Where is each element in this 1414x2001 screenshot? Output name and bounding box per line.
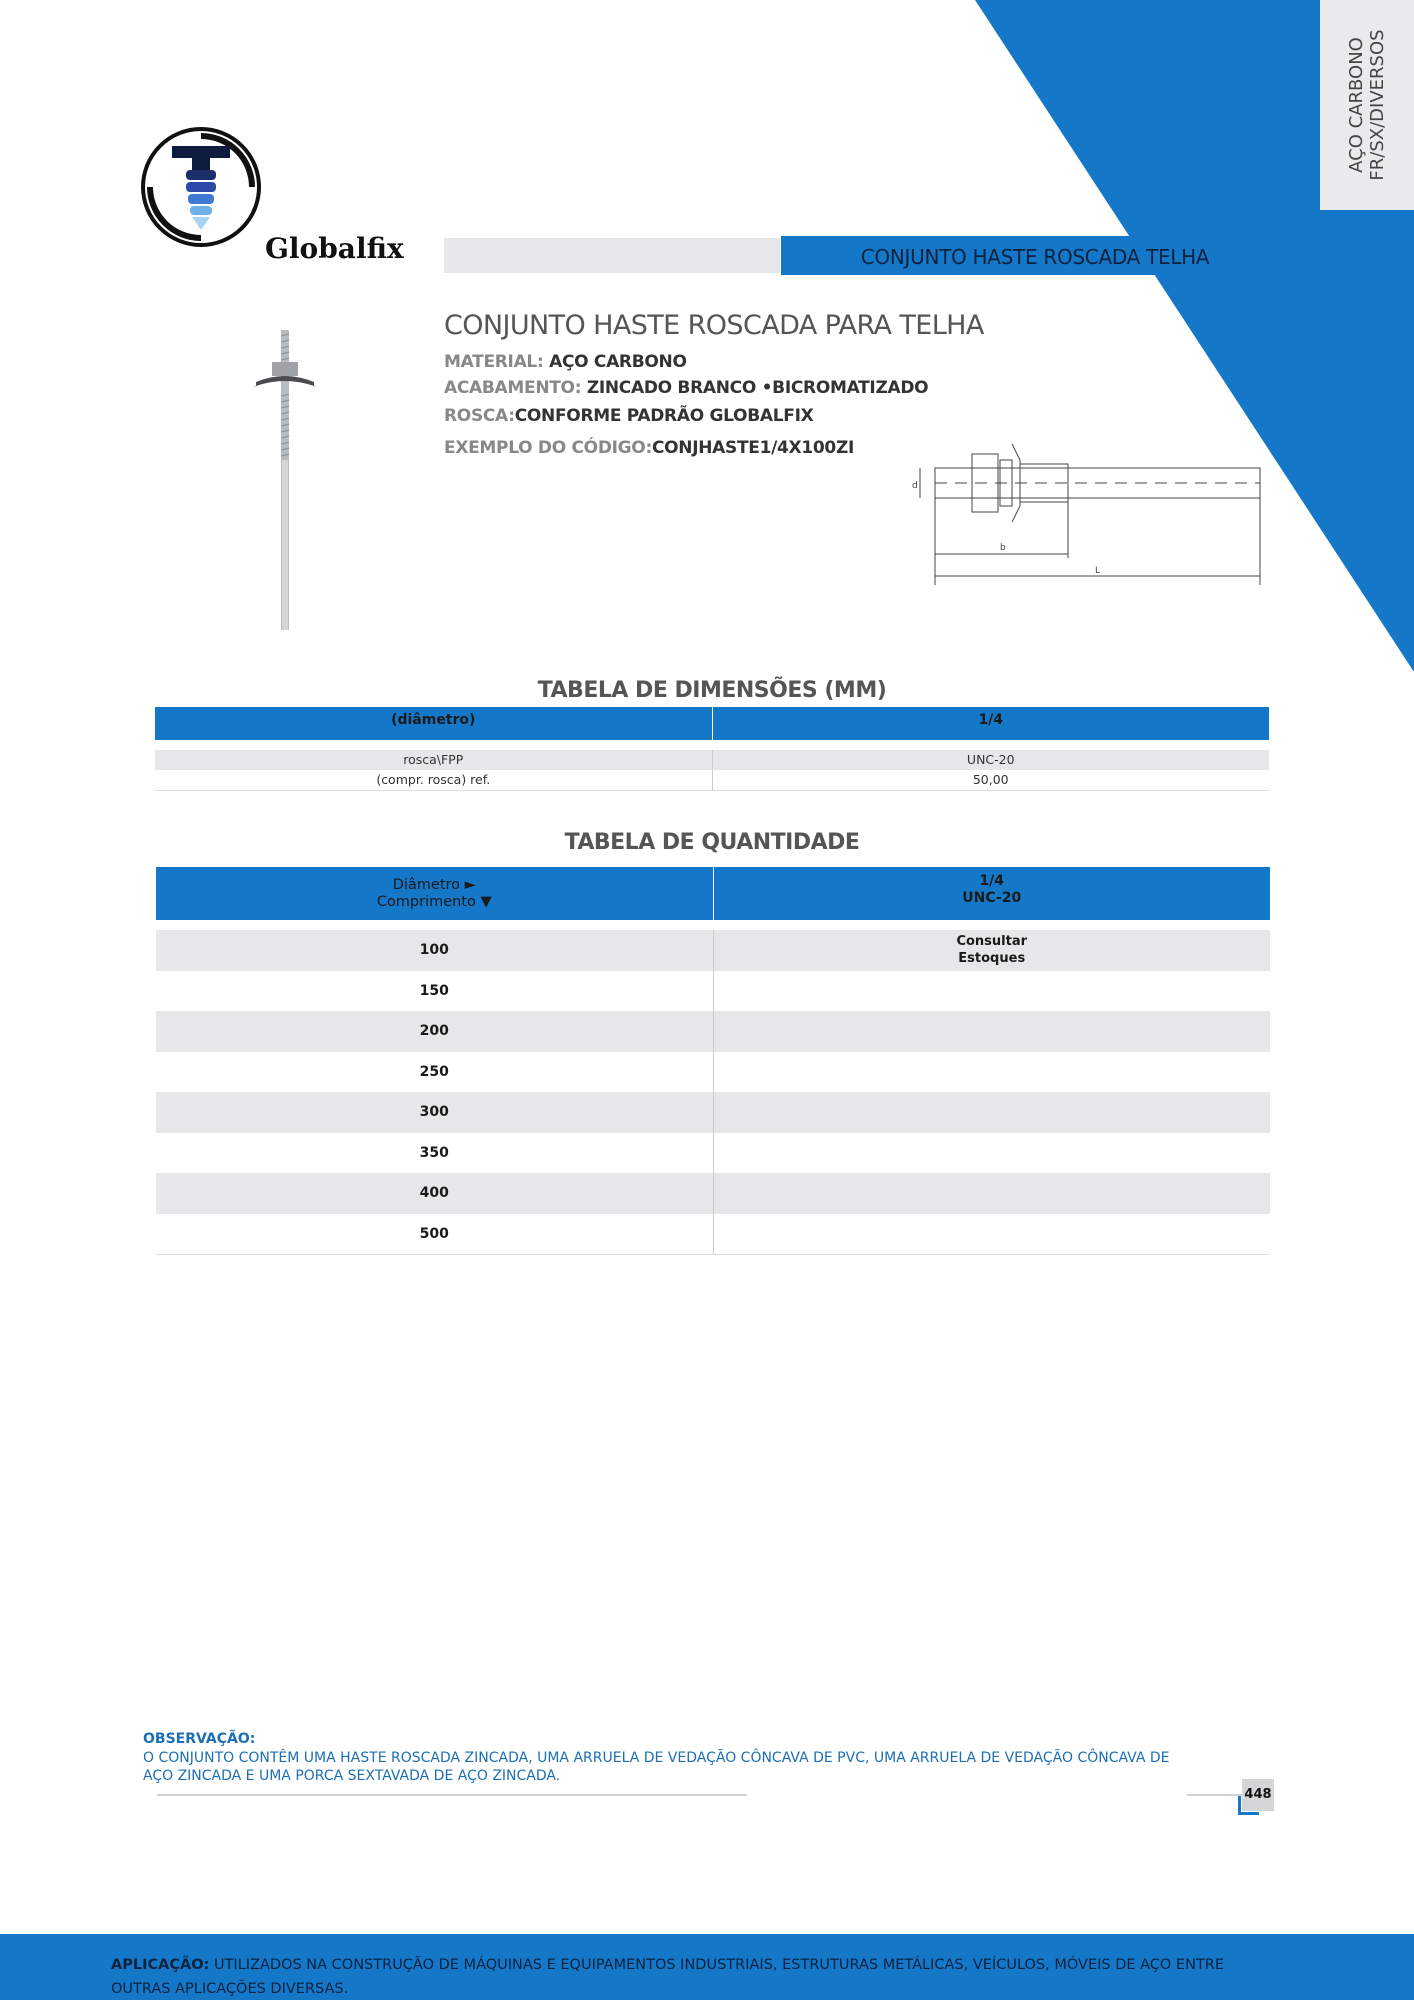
size-header: 1/4 bbox=[979, 873, 1005, 889]
product-title: CONJUNTO HASTE ROSCADA PARA TELHA bbox=[444, 310, 984, 341]
stock-cell bbox=[714, 1133, 1271, 1174]
length-cell: 200 bbox=[156, 1011, 714, 1052]
thread-value: CONFORME PADRÃO GLOBALFIX bbox=[514, 406, 814, 426]
length-cell: 350 bbox=[156, 1133, 714, 1174]
footer-application-bar bbox=[0, 1934, 1414, 2000]
table-cell: UNC-20 bbox=[966, 752, 1015, 767]
dimensions-table bbox=[155, 707, 1269, 791]
side-category-tab bbox=[1320, 0, 1414, 210]
globalfix-logo-icon bbox=[138, 124, 264, 250]
side-tab-line-2: FR/SX/DIVERSOS bbox=[1367, 29, 1388, 181]
dimensions-header-cell: 1/4 bbox=[978, 712, 1004, 728]
stock-cell bbox=[714, 1011, 1271, 1052]
quantity-table-header bbox=[156, 867, 1270, 920]
table-row bbox=[156, 930, 1270, 971]
quantity-header-right bbox=[714, 867, 1271, 920]
length-cell: 300 bbox=[156, 1092, 714, 1133]
brand-name: Globalfix bbox=[265, 232, 404, 265]
diameter-header: Diâmetro ► bbox=[392, 877, 476, 893]
dimensions-table-title: TABELA DE DIMENSÕES (MM) bbox=[537, 678, 887, 703]
length-cell: 500 bbox=[156, 1214, 714, 1255]
thread-header: UNC-20 bbox=[962, 890, 1022, 906]
length-cell: 400 bbox=[156, 1173, 714, 1214]
length-cell: 250 bbox=[156, 1052, 714, 1093]
observation-text: O CONJUNTO CONTÊM UMA HASTE ROSCADA ZINCADA, UMA ARRUELA DE VEDAÇÃO CÔNCAVA DE PVC, UMA ARRUELA DE VEDAÇÃO CÔNCAVA DE AÇO ZINCADA E UMA PORCA SEXTAVADA DE AÇO ZINCADA. bbox=[143, 1750, 1170, 1784]
side-tab-line-1: AÇO CARBONO bbox=[1346, 37, 1367, 173]
table-row bbox=[155, 770, 1269, 791]
divider bbox=[157, 1794, 747, 1796]
quantity-table bbox=[156, 867, 1270, 1255]
code-value: CONJHASTE1/4X100ZI bbox=[651, 438, 854, 458]
drawing-label-b: b bbox=[1000, 543, 1006, 553]
table-row bbox=[156, 1214, 1270, 1256]
drawing-label-d: d bbox=[912, 481, 918, 491]
code-example-spec bbox=[444, 438, 854, 458]
footer-text bbox=[111, 1953, 1281, 2001]
table-row bbox=[156, 1092, 1270, 1133]
finish-value: ZINCADO BRANCO •BICROMATIZADO bbox=[586, 378, 929, 398]
header-grey-bar bbox=[444, 238, 780, 273]
material-value: AÇO CARBONO bbox=[549, 352, 687, 372]
table-cell: (compr. rosca) ref. bbox=[155, 770, 713, 790]
category-title: CONJUNTO HASTE ROSCADA TELHA bbox=[860, 245, 1210, 269]
thread-label: ROSCA: bbox=[444, 406, 515, 426]
code-label: EXEMPLO DO CÓDIGO: bbox=[444, 438, 652, 458]
stock-cell bbox=[714, 1173, 1271, 1214]
table-cell: 50,00 bbox=[972, 772, 1009, 787]
technical-drawing bbox=[900, 430, 1270, 585]
stock-cell: Consultar Estoques bbox=[956, 934, 1028, 967]
table-row bbox=[156, 1133, 1270, 1174]
quantity-table-title: TABELA DE QUANTIDADE bbox=[564, 830, 860, 855]
divider bbox=[1187, 1794, 1242, 1796]
observation-label: OBSERVAÇÃO: bbox=[143, 1731, 256, 1747]
stock-cell bbox=[714, 1052, 1271, 1093]
table-row bbox=[156, 971, 1270, 1012]
header-blue-bar bbox=[781, 236, 1289, 275]
table-cell: rosca\FPP bbox=[155, 750, 713, 770]
stock-cell bbox=[714, 1214, 1271, 1255]
length-cell: 150 bbox=[156, 971, 714, 1012]
material-spec bbox=[444, 352, 687, 372]
finish-spec bbox=[444, 378, 928, 398]
quantity-header-left bbox=[156, 867, 714, 920]
drawing-label-l: L bbox=[1095, 566, 1101, 576]
thread-spec bbox=[444, 406, 813, 426]
table-row bbox=[156, 1011, 1270, 1052]
stock-cell bbox=[714, 1092, 1271, 1133]
table-row bbox=[156, 1173, 1270, 1214]
length-header: Comprimento ▼ bbox=[376, 894, 492, 910]
dimensions-header-cell: (diâmetro) bbox=[155, 707, 713, 740]
table-row bbox=[156, 1052, 1270, 1093]
finish-label: ACABAMENTO: bbox=[444, 378, 587, 398]
application-label: APLICAÇÃO: bbox=[111, 1957, 210, 1973]
length-cell: 100 bbox=[156, 930, 714, 971]
application-text: UTILIZADOS NA CONSTRUÇÃO DE MÁQUINAS E EQUIPAMENTOS INDUSTRIAIS, ESTRUTURAS METÁLICAS, VEÍCULOS, MÓVEIS DE AÇO ENTRE OUTRAS APLICAÇÕES DIVERSAS. bbox=[111, 1957, 1225, 1997]
dimensions-table-header bbox=[155, 707, 1269, 740]
table-row bbox=[155, 750, 1269, 770]
page-number: 448 bbox=[1242, 1779, 1274, 1811]
stock-cell bbox=[714, 971, 1271, 1012]
product-rod-image bbox=[240, 330, 330, 630]
material-label: MATERIAL: bbox=[444, 352, 550, 372]
